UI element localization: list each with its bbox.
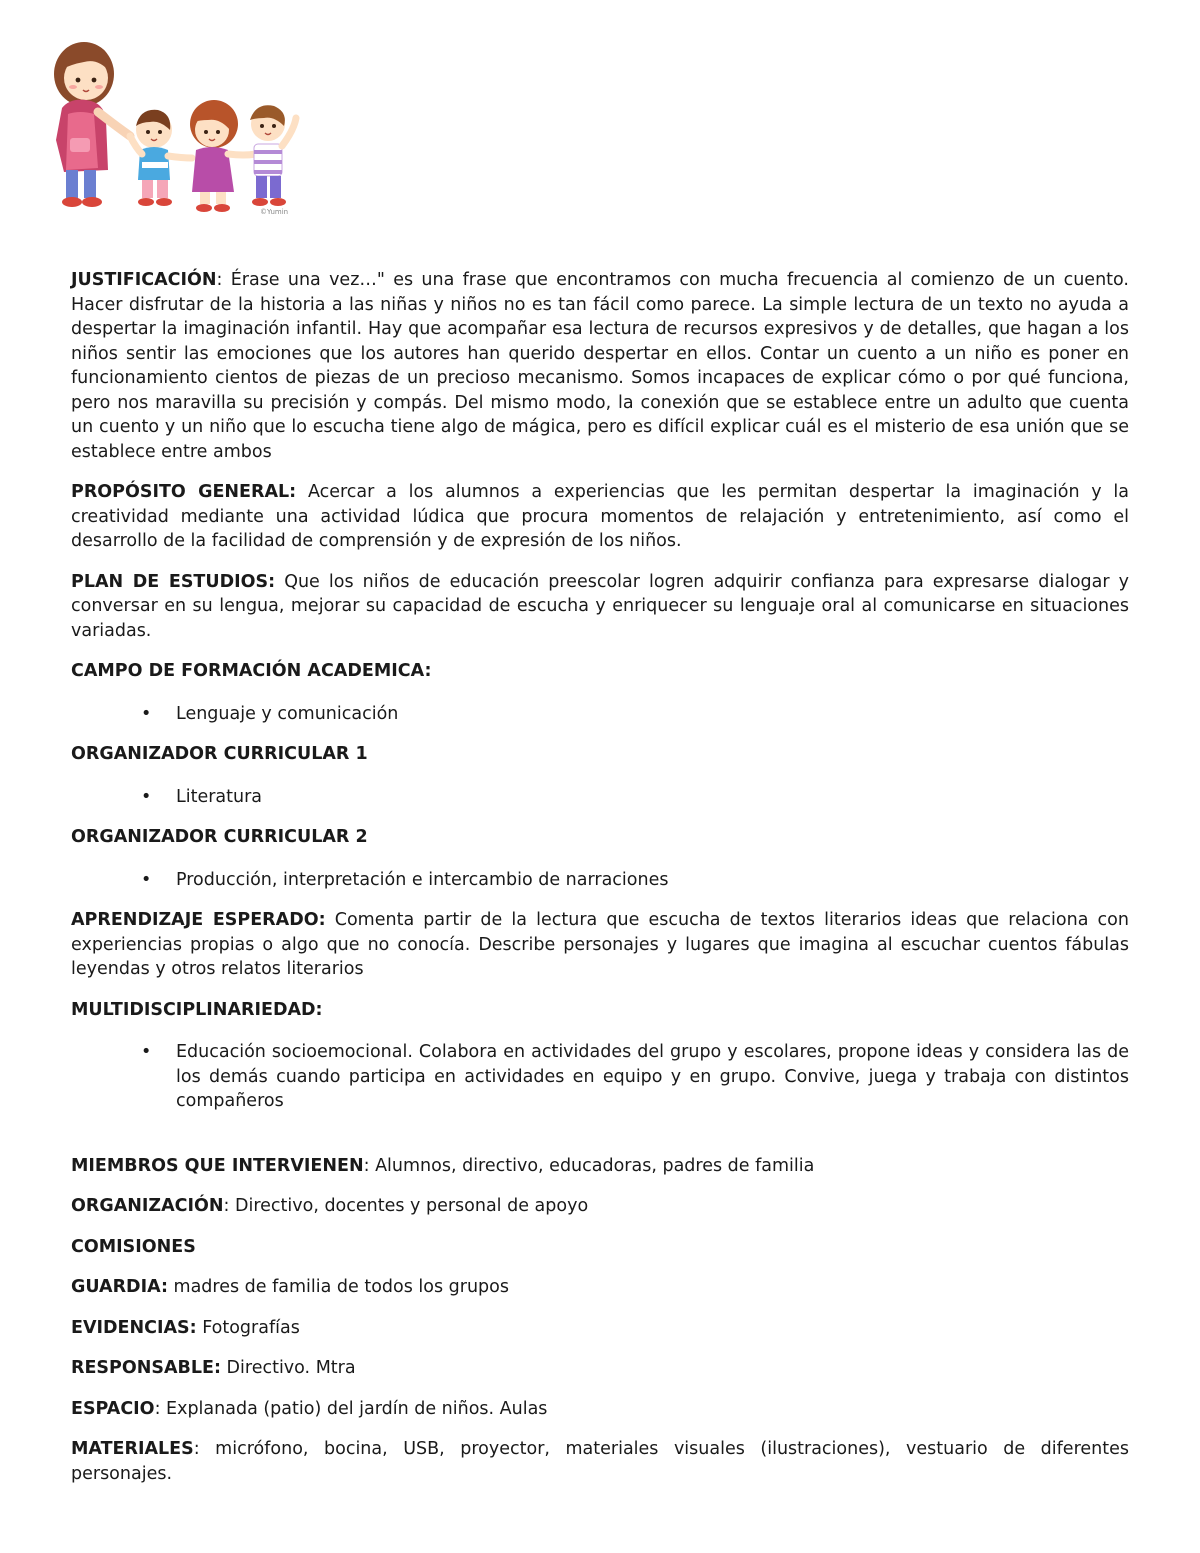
bullet-icon: • (141, 786, 152, 807)
espacio-paragraph (71, 1397, 1129, 1422)
child-figure (250, 105, 296, 206)
espacio-separator: : (154, 1398, 161, 1419)
document-body (71, 268, 1129, 1502)
list-item-text: Lenguaje y comunicación (176, 703, 399, 724)
materiales-text: micrófono, bocina, USB, proyector, materiales visuales (ilustraciones), vestuario de diferentes personajes. (71, 1439, 1129, 1484)
miembros-text: Alumnos, directivo, educadoras, padres de familia (369, 1155, 815, 1176)
responsable-paragraph (71, 1356, 1129, 1381)
justificacion-text: Érase una vez…" es una frase que encontramos con mucha frecuencia al comienzo de un cuento. Hacer disfrutar de la historia a las niñas y niños no es tan fácil como parece. La simple lectura de un texto no ayuda a despertar la imaginación infantil. Hay que acompañar esa lectura de recursos expresivos y de detalles, que hagan a los niños sentir las emociones que los autores han querido despertar en ellos. Contar un cuento a un niño es poner en funcionamiento cientos de piezas de un precioso mecanismo. Somos incapaces de explicar cómo o por qué funciona, pero nos maravilla su precisión y compás. Del mismo modo, la conexión que se establece entre un adulto que cuenta un cuento y un niño que lo escucha tiene algo de mágica, pero es difícil explicar cuál es el misterio de esa unión que se establece entre ambos (71, 270, 1129, 462)
multidisciplinariedad-heading: MULTIDISCIPLINARIEDAD: (71, 999, 323, 1020)
proposito-label: PROPÓSITO GENERAL: (71, 482, 297, 502)
miembros-label: MIEMBROS QUE INTERVIENEN (71, 1155, 364, 1176)
justificacion-label: JUSTIFICACIÓN (71, 270, 217, 290)
guardia-label: GUARDIA: (71, 1277, 168, 1297)
guardia-text: madres de familia de todos los grupos (167, 1277, 509, 1297)
organizador1-heading: ORGANIZADOR CURRICULAR 1 (71, 744, 368, 764)
justificacion-separator: : (216, 270, 231, 290)
list-item (71, 785, 1129, 810)
list-item-text: Literatura (176, 786, 263, 807)
child-figure (130, 110, 192, 206)
bullet-icon: • (141, 703, 152, 724)
evidencias-text: Fotografías (196, 1317, 300, 1338)
multidisciplinariedad-list (71, 1040, 1129, 1114)
list-item (71, 1040, 1129, 1114)
aprendizaje-label: APRENDIZAJE ESPERADO: (71, 910, 326, 930)
plan-paragraph (71, 570, 1129, 644)
miembros-separator: : (363, 1155, 370, 1176)
bullet-icon: • (141, 869, 152, 890)
guardia-paragraph (71, 1275, 1129, 1300)
espacio-label: ESPACIO (71, 1398, 155, 1419)
responsable-label: RESPONSABLE: (71, 1358, 221, 1378)
list-item (71, 702, 1129, 727)
materiales-paragraph (71, 1437, 1129, 1486)
responsable-text: Directivo. Mtra (220, 1358, 356, 1378)
evidencias-label: EVIDENCIAS: (71, 1317, 197, 1338)
list-item-text: Educación socioemocional. Colabora en actividades del grupo y escolares, propone ideas y considera las de los demás cuando participa en actividades en equipo y en grupo. Convive, juega y trabaja con distintos compañeros (176, 1042, 1129, 1111)
children-illustration (46, 30, 302, 218)
organizacion-text: Directivo, docentes y personal de apoyo (229, 1196, 589, 1216)
organizacion-paragraph (71, 1194, 1129, 1219)
teacher-figure (54, 42, 130, 207)
organizacion-separator: : (223, 1196, 230, 1216)
proposito-text: Acercar a los alumnos a experiencias que les permitan despertar la imaginación y la creatividad mediante una actividad lúdica que procura momentos de relajación y entretenimiento, así como el desarrollo de la facilidad de comprensión y de expresión de los niños. (71, 482, 1129, 551)
evidencias-paragraph (71, 1316, 1129, 1341)
plan-text: Que los niños de educación preescolar logren adquirir confianza para expresarse dialogar y conversar en su lengua, mejorar su capacidad de escucha y enriquecer su lenguaje oral al comunicarse en situaciones variadas. (71, 571, 1129, 641)
aprendizaje-paragraph (71, 908, 1129, 982)
campo-heading: CAMPO DE FORMACIÓN ACADEMICA: (71, 661, 432, 681)
proposito-paragraph (71, 480, 1129, 554)
organizador1-list (71, 785, 1129, 810)
comisiones-heading (71, 1235, 1129, 1260)
list-item-text: Producción, interpretación e intercambio de narraciones (176, 869, 669, 890)
materiales-separator: : (193, 1439, 200, 1459)
campo-list (71, 702, 1129, 727)
justificacion-paragraph (71, 268, 1129, 464)
comisiones-label: COMISIONES (71, 1236, 196, 1257)
materiales-label: MATERIALES (71, 1439, 194, 1459)
organizacion-label: ORGANIZACIÓN (71, 1196, 224, 1216)
organizador2-heading: ORGANIZADOR CURRICULAR 2 (71, 827, 368, 847)
organizador2-list (71, 868, 1129, 893)
spacer (71, 1130, 1129, 1154)
child-figure (190, 100, 256, 212)
illustration-watermark: ©Yumin (260, 208, 289, 216)
aprendizaje-text: Comenta partir de la lectura que escucha de textos literarios ideas que relaciona con experiencias propias o algo que no conocía. Describe personajes y lugares que imagina al escuchar cuentos fábulas leyendas y otros relatos literarios (71, 910, 1129, 979)
plan-label: PLAN DE ESTUDIOS: (71, 571, 276, 592)
espacio-text: Explanada (patio) del jardín de niños. Aulas (160, 1398, 548, 1419)
bullet-icon: • (141, 1042, 152, 1062)
miembros-paragraph (71, 1154, 1129, 1179)
list-item (71, 868, 1129, 893)
